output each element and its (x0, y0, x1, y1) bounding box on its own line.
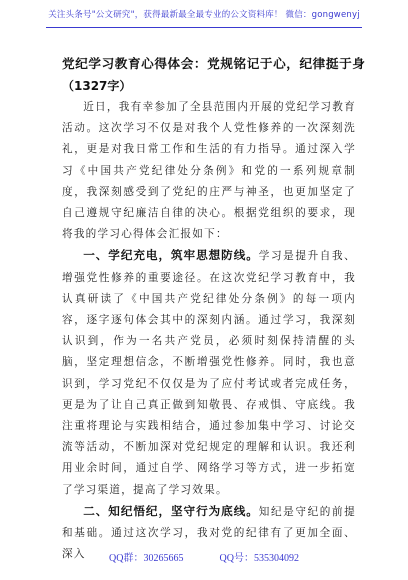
section-1-text: 学习是提升自我、增强党性修养的重要途径。在这次党纪学习教育中，我认真研读了《中国共产党纪律处分条例》的每一项内容，逐字逐句体会其中的深刻内涵。通过学习，我深刻认识到，作为一名共产党员，必须时刻保持清醒的头脑，坚定理想信念，不断增强党性修养。同时，我也意识到，学习党纪不仅仅是为了应付考试或者完成任务，更是为了让自己真正做到知敬畏、存戒惧、守底线。我注重将理论与实践相结合，通过参加集中学习、讨论交流等活动，不断加深对党纪规定的理解和认识。我还利用业余时间，通过自学、网络学习等方式，进一步拓宽了学习渠道，提高了学习效果。 (62, 250, 356, 496)
footer-qq: QQ号：535304092 (219, 553, 299, 564)
word-count: （1327字） (62, 79, 132, 93)
footer (0, 549, 408, 564)
header-banner: 关注头条号"公文研究"，获得最新最全最专业的公文资料库！ 微信：gongwenyj (48, 10, 360, 20)
document-body (62, 97, 356, 565)
footer-qq-group: QQ群：30265665 (109, 553, 184, 564)
section-1-heading: 一、学纪充电，筑牢思想防线。 (83, 248, 259, 263)
header-divider (46, 27, 362, 28)
section-1-paragraph (62, 245, 356, 500)
document-title: 党纪学习教育心得体会：党规铭记于心，纪律挺于身 (62, 56, 366, 71)
section-2-text: 知纪是守纪的前提和基础。通过这次学习，我对党的纪律有了更加全面、深入 (62, 505, 356, 561)
section-2-heading: 二、知纪悟纪，坚守行为底线。 (83, 503, 259, 518)
intro-paragraph: 近日，我有幸参加了全县范围内开展的党纪学习教育活动。这次学习不仅是对我个人党性修养的一次深刻洗礼，更是对我日常工作和生活的有力指导。通过深入学习《中国共产党纪律处分条例》和党的一系列规章制度，我深刻感受到了党纪的庄严与神圣，也更加坚定了自己遵规守纪廉洁自律的决心。根据党组织的要求，现将我的学习心得体会汇报如下： (62, 101, 356, 241)
